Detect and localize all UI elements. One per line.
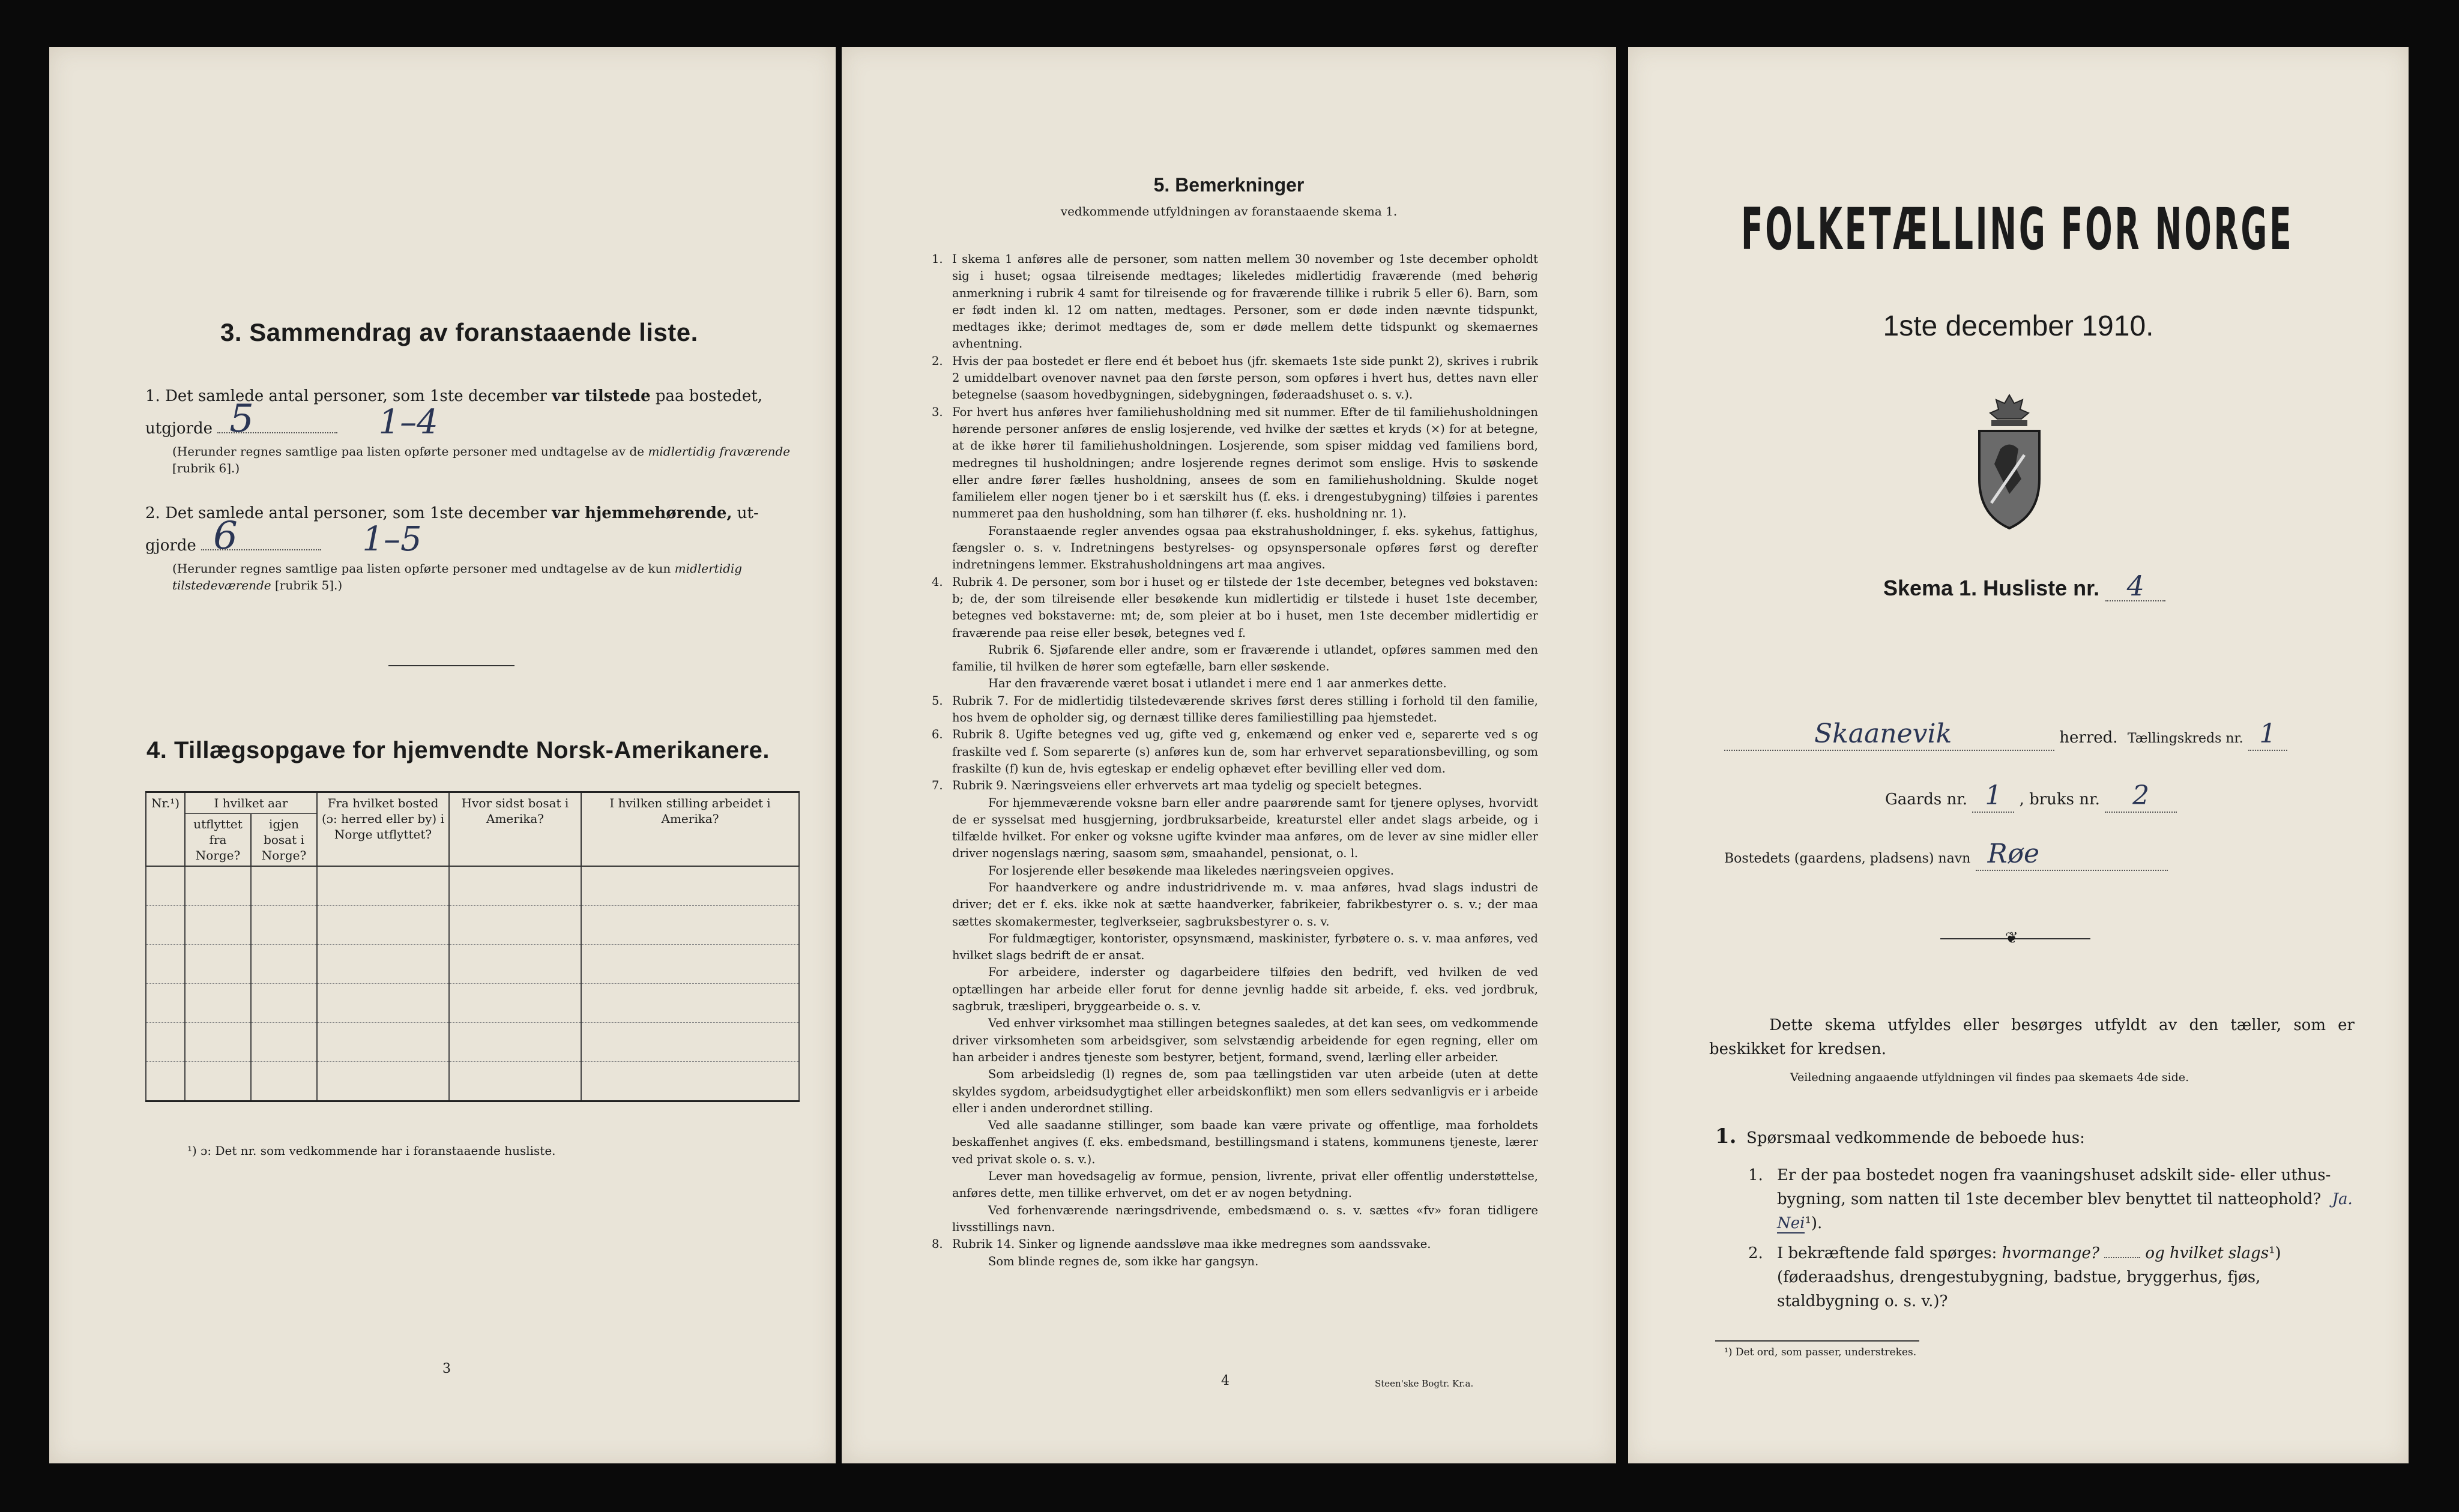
page-number-4: 4 (1221, 1373, 1230, 1388)
col-i-hvilket-aar: I hvilket aar (185, 792, 317, 814)
coat-of-arms-icon (1967, 389, 2051, 533)
page-middle (842, 47, 1616, 1463)
summary-item-2-text: 2. Det samlede antal personer, som 1ste december (145, 504, 547, 522)
question-1-text: Er der paa bostedet nogen fra vaaningshuset adskilt side- eller uthus-bygning, som natten til 1ste december blev benyttet til natteophold? (1777, 1166, 2331, 1208)
table-row (146, 866, 799, 906)
remark-text: Lever man hovedsagelig av formue, pension, livrente, privat eller offentlig understøttelse, anføres dette, men tillike erhvervet, om det er av nogen betydning. (952, 1169, 1538, 1200)
summary-item-1-note (172, 443, 800, 477)
table-row (146, 1062, 799, 1101)
gaard-label: Gaards nr. (1885, 791, 1968, 809)
bosted-label: Bostedets (gaardens, pladsens) navn (1724, 851, 1971, 866)
summary-item-2-field (201, 514, 321, 558)
table-row (146, 984, 799, 1023)
table-row (146, 906, 799, 945)
bruk-value: 2 (2132, 780, 2150, 811)
kreds-field (2248, 718, 2287, 751)
remark-text: Rubrik 6. Sjøfarende eller andre, som er fraværende i utlandet, opføres sammen med den familie, til hvilken de hører som egtefælle, barn eller søskende. (952, 642, 1538, 674)
remark-item (932, 795, 1538, 863)
remark-text: For arbeidere, inderster og dagarbeidere tilføies den bedrift, ved hvilken de ved optællingen har arbeide eller forut for denne jevnlig hadde sit arbeide, f. eks. ved jordbruk, sagbruk, træsliperi, bryggearbeide o. s. v. (952, 965, 1538, 1014)
remark-text: For haandverkere og andre industridrivende m. v. maa anføres, hvad slags industri de driver; det er f. eks. ikke nok at sætte haandverker, fabrikeier, fabrikbestyrer o. s. v.; der maa sættes skomakermester, teglverkseier, sagbruksbestyrer o. s. v. (952, 880, 1538, 929)
summary-item-1 (145, 383, 800, 442)
schema-label-text: Skema 1. Husliste nr. (1883, 576, 2100, 600)
remark-text: Rubrik 14. Sinker og lignende aandssløve maa ikke medregnes som aandssvake. (952, 1237, 1431, 1251)
note-2-b: midlertidig tilstedeværende (172, 561, 743, 592)
remark-text: Rubrik 4. De personer, som bor i huset og er tilstede der 1ste december, betegnes ved bokstaven: b; de, der som tilreisende eller besøkende kun midlertidig er tilstede i huset 1ste december, betegnes ved bokstaverne: mt; de, som pleier at bo i huset, men 1ste december midlertidig er fraværende paa reise eller besøk, betegnes ved f. (952, 574, 1538, 640)
remark-item (932, 1117, 1538, 1168)
bruk-label: , bruks nr. (2019, 791, 2100, 809)
herred-value: Skaanevik (1814, 718, 1952, 749)
question-1-num: 1. (1748, 1166, 1763, 1184)
remark-item (932, 353, 1538, 404)
remark-item (932, 1253, 1538, 1270)
remark-text: Ved alle saadanne stillinger, som baade kan være private og offentlige, maa forholdets beskaffenhet angives (f. eks. embedsmand, bestillingsmand i statens, kommunens tjeneste, lærer ved privat skole o. s. v.). (952, 1118, 1538, 1166)
question-1 (1748, 1163, 2355, 1235)
remarks-subtitle: vedkommende utfyldningen av foranstaaende skema 1. (1060, 204, 1398, 218)
section-3-title: 3. Sammendrag av foranstaaende liste. (220, 318, 698, 346)
question-2-text-b: (føderaadshus, drengestubygning, badstue, bryggerhus, fjøs, staldbygning o. s. v.)? (1777, 1268, 2261, 1310)
col-nr: Nr.¹) (146, 792, 185, 867)
table-row (146, 1023, 799, 1062)
summary-item-1-text: 1. Det samlede antal personer, som 1ste december (145, 387, 547, 405)
census-date: 1ste december 1910. (1883, 310, 2154, 342)
remark-item (932, 523, 1538, 574)
gaard-value: 1 (1985, 780, 2002, 811)
answer-sup: ¹). (1805, 1214, 1823, 1232)
footnote-rule (1715, 1340, 1919, 1342)
kreds-value: 1 (2259, 718, 2276, 749)
summary-item-1-utgjorde: utgjorde (145, 420, 213, 438)
schema-label (1883, 570, 2165, 602)
table-footnote: ¹) ɔ: Det nr. som vedkommende har i foranstaaende husliste. (187, 1143, 556, 1158)
col-hvor-sidst-bosat: Hvor sidst bosat i Amerika? (449, 792, 581, 867)
remark-text: Rubrik 8. Ugifte betegnes ved ug, gifte ved g, enkemænd og enker ved e, separerte ved s og fraskilte ved f. Som separerte (s) anføres kun de, som har erhvervet separationsbevilling, og som fraskilte (f) kun de, hvis egteskap er endelig ophævet efter bevilling eller ved dom. (952, 727, 1538, 776)
gaard-field (1972, 780, 2014, 813)
remark-text: I skema 1 anføres alle de personer, som natten mellem 30 november og 1ste december opholdt sig i huset; ogsaa tilreisende medtages; likeledes midlertidig fraværende (med behørig anmerkning i rubrik 4 samt for tilreisende og for fraværende tillike i rubrik 5 eller 6). Barn, som er født inden kl. 12 om natten, medtages. Personer, som er døde inden nævnte tidspunkt, medtages ikke; derimot medtages de, som er døde mellem dette tidspunkt og skemaernes avhentning. (952, 252, 1538, 351)
remark-item (932, 251, 1538, 353)
husliste-value: 4 (2126, 570, 2144, 602)
col-stilling: I hvilken stilling arbeidet i Amerika? (581, 792, 799, 867)
herred-row (1724, 718, 2361, 751)
note-1-b: midlertidig fraværende (648, 444, 791, 459)
remark-text: Hvis der paa bostedet er flere end ét beboet hus (jfr. skemaets 1ste side punkt 2), skrives i rubrik 2 umiddelbart ovenover navnet paa den første person, som opføres i hvert hus, dettes navn eller betegnelse (saasom hovedbygningen, sidebygningen, føderaadshuset o. s. v.). (952, 354, 1538, 402)
remark-item (932, 675, 1538, 692)
remark-text: For hvert hus anføres hver familiehusholdning med sit nummer. Efter de til familiehusholdningen hørende personer anføres de enslig losjerende, ved hvilke der sættes et kryds (×) for at betegne, at de ikke hører til familiehusholdningen. Losjerende, som spiser middag ved familiens bord, medregnes til husholdningen; andre losjerende regnes derimot som enslige. Hvis to søskende eller andre fører fælles husholdning, ansees de som en familiehusholdning. Skulde noget familielem eller nogen tjener bo i et særskilt hus (f. eks. i drengestubygning) tilføies i parentes nummeret paa den husholdning, som han tilhører (f. eks. husholdning nr. 1). (952, 405, 1538, 521)
remark-item (932, 1202, 1538, 1236)
summary-item-2-value: 6 (213, 514, 238, 558)
remark-text: Rubrik 9. Næringsveiens eller erhvervets art maa tydelig og specielt betegnes. (952, 779, 1422, 793)
col-fra-hvilket-bosted: Fra hvilket bosted (ɔ: herred eller by) i Norge utflyttet? (317, 792, 449, 867)
summary-item-1-value: 5 (229, 397, 254, 441)
norsk-amerikanere-table (145, 791, 800, 1102)
remark-number: 6. (932, 727, 943, 742)
remark-item (932, 574, 1538, 642)
questions-title: 1. Spørsmaal vedkommende de beboede hus: (1715, 1124, 2085, 1148)
page-right (1628, 47, 2409, 1463)
page-number-3: 3 (442, 1361, 451, 1376)
remark-text: For losjerende eller besøkende maa likeledes næringsveien opgives. (988, 863, 1394, 878)
remark-text: Foranstaaende regler anvendes ogsaa paa ekstrahusholdninger, f. eks. sykehus, fattighus, fængsler o. s. v. Indretningens bestyrelses- og opsynspersonale opføres først og derefter indretningens lemmer. Ekstrahusholdningens art maa angives. (952, 523, 1538, 572)
summary-item-2-range: 1–5 (362, 520, 422, 559)
question-2-hvormange: hvormange? (2002, 1244, 2099, 1262)
question-2-og: og hvilket slags (2145, 1244, 2269, 1262)
right-footnote: ¹) Det ord, som passer, understrekes. (1724, 1346, 1917, 1358)
remark-number: 1. (932, 252, 943, 266)
question-2-text-a: I bekræftende fald spørges: (1777, 1244, 1997, 1262)
ornament-icon: ❦ (2005, 929, 2018, 947)
remark-item (932, 964, 1538, 1015)
summary-item-2-gjorde: gjorde (145, 537, 196, 555)
bosted-value: Røe (1987, 839, 2040, 869)
remark-item (932, 726, 1538, 777)
instructions-note: Veiledning angaaende utfyldningen vil findes paa skemaets 4de side. (1790, 1071, 2189, 1084)
remark-item (932, 1066, 1538, 1117)
summary-item-2-bold: var hjemmehørende, (552, 504, 732, 522)
remark-number: 2. (932, 354, 943, 368)
summary-item-1-text-end: paa bostedet, (655, 387, 763, 405)
answer-ja: Ja. (2332, 1190, 2353, 1208)
summary-item-2-text-end: ut- (737, 504, 759, 522)
remark-item (932, 1168, 1538, 1202)
kreds-label: Tællingskreds nr. (2127, 731, 2243, 746)
remark-text: Som arbeidsledig (l) regnes de, som paa tællingstiden var uten arbeide (uten at dette skyldes sygdom, arbeidsudygtighet eller arbeidskonflikt) men som ellers sedvanligvis er i arbeide eller i anden underordnet stilling. (952, 1067, 1538, 1115)
remark-number: 7. (932, 779, 943, 793)
col-igjen-bosat: igjen bosat i Norge? (251, 814, 317, 867)
remark-text: Har den fraværende været bosat i utlandet i mere end 1 aar anmerkes dette. (988, 676, 1447, 691)
note-2-c: [rubrik 5].) (274, 578, 343, 592)
summary-item-1-field (217, 397, 337, 441)
page-left (49, 47, 836, 1463)
remark-number: 3. (932, 405, 943, 419)
printer-mark: Steen'ske Bogtr. Kr.a. (1375, 1378, 1474, 1389)
answer-nei-underlined: Nei (1777, 1214, 1805, 1232)
note-2-a: (Herunder regnes samtlige paa listen opførte personer med undtagelse av de kun (172, 561, 671, 576)
remarks-title: 5. Bemerkninger (1153, 174, 1305, 196)
remark-text: For hjemmeværende voksne barn eller andre paarørende samt for tjenere oplyses, hvorvidt de er sysselsat med husgjerning, jordbruksarbeide, kreaturstel eller andet slags arbeide, og i tilfælde hvilket. For enker og voksne ugifte kvinder maa anføres, om de lever av sine midler eller driver nogenslags næring, saasom søm, smaahandel, pensionat, o. l. (952, 795, 1538, 861)
herred-field (1724, 718, 2054, 751)
remark-item (932, 693, 1538, 727)
instructions: Dette skema utfyldes eller besørges utfyldt av den tæller, som er beskikket for kredsen. (1709, 1016, 2355, 1058)
census-title: FOLKETÆLLING FOR NORGE (1741, 196, 2294, 263)
bosted-field (1976, 839, 2168, 871)
question-2-field-1 (2104, 1257, 2140, 1258)
question-1-body (1777, 1163, 2355, 1235)
remark-number: 4. (932, 574, 943, 589)
remarks-body (932, 251, 1538, 1270)
herred-label: herred. (2059, 729, 2118, 747)
remark-item (932, 777, 1538, 794)
summary-item-1-bold: var tilstede (552, 387, 651, 405)
remark-item (932, 1236, 1538, 1253)
divider (388, 665, 514, 666)
remark-item (932, 404, 1538, 523)
note-1-a: (Herunder regnes samtlige paa listen opførte personer med undtagelse av de (172, 444, 645, 459)
remark-item (932, 642, 1538, 676)
remark-item (932, 930, 1538, 965)
question-2-body: I bekræftende fald spørges: hvormange? og hvilket slags¹) (føderaadshus, drengestubygning, badstue, bryggerhus, fjøs, staldbygning o. s. v.)? (1777, 1244, 2281, 1310)
remark-text: Som blinde regnes de, som ikke har gangsyn. (988, 1254, 1259, 1268)
remark-text: For fuldmægtiger, kontorister, opsynsmænd, maskinister, fyrbøtere o. s. v. maa anføres, ved hvilket slags bedrift de er ansat. (952, 931, 1538, 963)
remark-text: Ved forhenværende næringsdrivende, embedsmænd o. s. v. sættes «fv» foran tidligere livsstillings navn. (952, 1203, 1538, 1234)
summary-item-1-range: 1–4 (378, 403, 438, 442)
summary-item-2-note (172, 560, 800, 594)
remark-item (932, 1015, 1538, 1066)
questions-title-text: Spørsmaal vedkommende de beboede hus: (1746, 1129, 2085, 1147)
section-4-title: 4. Tillægsopgave for hjemvendte Norsk-Amerikanere. (146, 737, 770, 764)
gaard-row (1885, 780, 2177, 813)
husliste-field (2105, 570, 2165, 602)
remark-text: Rubrik 7. For de midlertidig tilstedeværende skrives først deres stilling i forhold til den familie, hos hvem de opholder sig, og dernæst tillike deres familiestilling paa hjemstedet. (952, 693, 1538, 725)
remark-item (932, 863, 1538, 879)
question-2-num: 2. (1748, 1244, 1763, 1262)
question-2 (1748, 1241, 2355, 1313)
summary-item-2 (145, 500, 800, 559)
bruk-field (2105, 780, 2177, 813)
remark-number: 5. (932, 693, 943, 708)
remark-text: Ved enhver virksomhet maa stillingen betegnes saaledes, at det kan sees, om vedkommende driver virksomheten som arbeidsgiver, som selvstændig arbeidende for egen regning, eller om han arbeider i andres tjeneste som bestyrer, betjent, formand, svend, lærling eller arbeider. (952, 1016, 1538, 1064)
col-utflyttet: utflyttet fra Norge? (185, 814, 251, 867)
remark-item (932, 879, 1538, 930)
remark-number: 8. (932, 1237, 943, 1251)
note-1-c: [rubrik 6].) (172, 461, 240, 475)
table-row (146, 945, 799, 984)
bosted-row (1724, 839, 2168, 871)
